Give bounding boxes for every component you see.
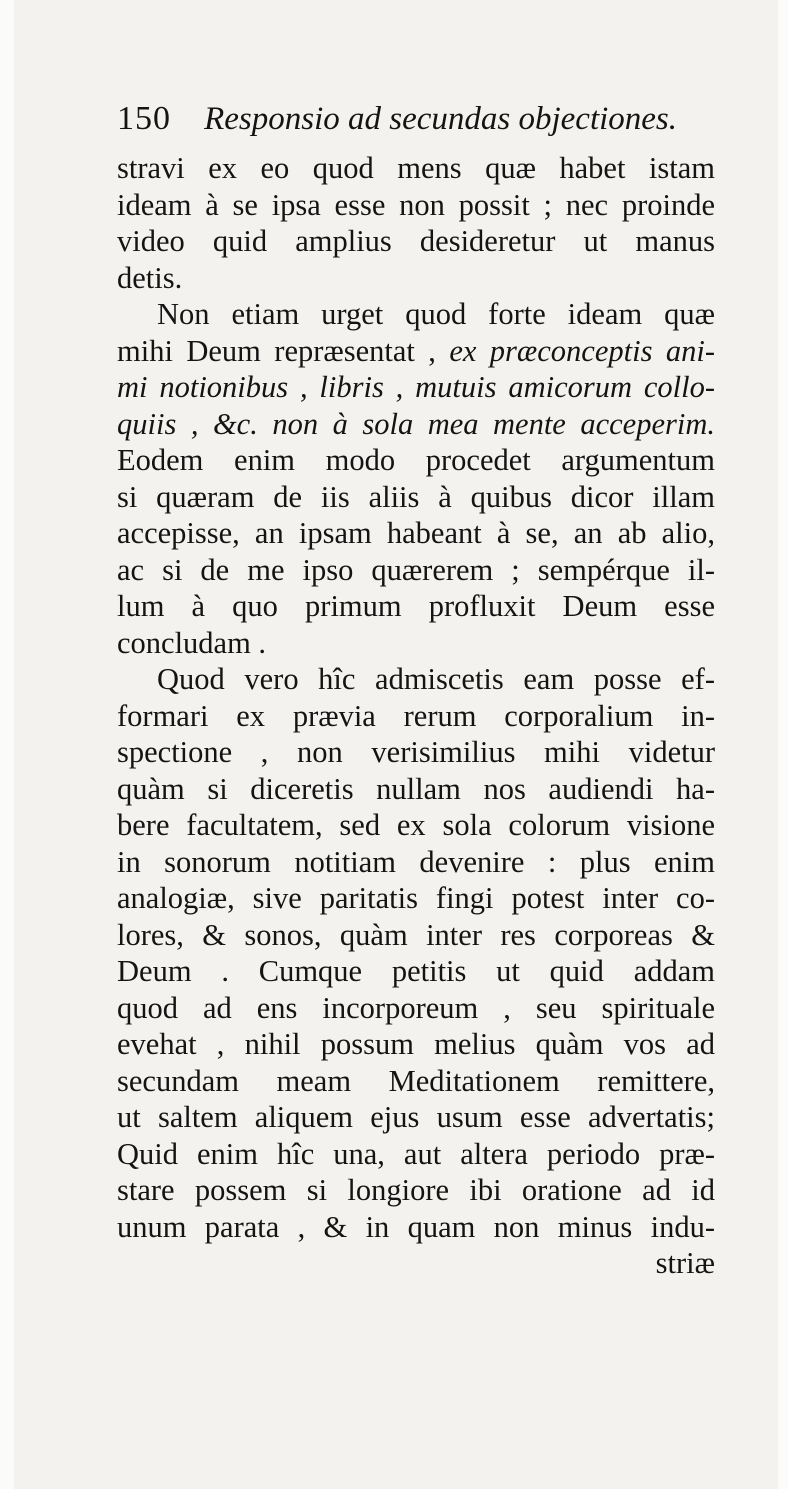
line-text: Deum . Cumque petitis ut quid addam	[117, 954, 715, 988]
text-line	[117, 625, 715, 662]
text-line	[117, 1026, 715, 1063]
text-line	[117, 661, 715, 698]
text-line	[117, 150, 715, 187]
text-line	[117, 1172, 715, 1209]
line-text: quod ad ens incorporeum , seu spirituale	[117, 990, 715, 1025]
text-line	[117, 296, 715, 333]
text-line	[117, 990, 715, 1027]
page-header	[117, 100, 717, 144]
text-line	[117, 515, 715, 552]
text-line	[117, 734, 715, 771]
line-text: ac si de me ipso quærerem ; sempérque il-	[117, 552, 715, 587]
running-head: Responsio ad secundas objectiones.	[204, 101, 678, 137]
line-text: evehat , nihil possum melius quàm vos ad	[117, 1027, 715, 1061]
line-text: spectione , non verisimilius mihi videtur	[117, 735, 715, 769]
text-line	[117, 223, 715, 260]
text-line	[117, 917, 715, 954]
line-text: analogiæ, sive paritatis fingi potest inter co-	[117, 881, 715, 915]
line-text: striæ	[655, 1246, 715, 1280]
line-text: stravi ex eo quod mens quæ habet istam	[117, 151, 715, 185]
text-line	[117, 880, 715, 917]
line-text: concludam .	[117, 625, 267, 660]
body-text	[117, 150, 715, 1282]
line-text: bere facultatem, sed ex sola colorum visione	[117, 808, 715, 842]
line-text: stare possem si longiore ibi oratione ad id	[117, 1173, 715, 1207]
line-text: accepisse, an ipsam habeant à se, an ab alio,	[117, 516, 715, 550]
line-text: Quid enim hîc una, aut altera periodo præ-	[117, 1136, 715, 1171]
line-text: mihi Deum repræsentat ,	[117, 333, 436, 368]
line-italic-text: mi notionibus , libris , mutuis amicorum collo-	[117, 370, 715, 404]
text-line	[117, 187, 715, 224]
text-line	[117, 552, 715, 589]
text-line	[117, 442, 715, 479]
line-text: unum parata , & in quam non minus indu-	[117, 1209, 715, 1244]
text-line	[117, 479, 715, 516]
text-line	[117, 953, 715, 990]
text-line	[117, 807, 715, 844]
text-line	[117, 844, 715, 881]
text-line	[117, 1136, 715, 1173]
line-text: lum à quo primum profluxit Deum esse	[117, 589, 715, 623]
line-text: Eodem enim modo procedet argumentum	[117, 443, 715, 477]
line-text: formari ex prævia rerum corporalium in-	[117, 698, 715, 733]
text-line	[117, 1099, 715, 1136]
text-line	[117, 406, 715, 443]
text-line	[117, 1245, 715, 1282]
text-line	[117, 1063, 715, 1100]
line-text: video quid amplius desideretur ut manus	[117, 224, 715, 258]
line-text: si quæram de iis aliis à quibus dicor illam	[117, 479, 715, 514]
line-text: ideam à se ipsa esse non possit ; nec proinde	[117, 187, 715, 222]
text-line	[117, 260, 715, 297]
line-text: ut saltem aliquem ejus usum esse advertatis;	[117, 1100, 715, 1134]
text-line	[117, 1209, 715, 1246]
page-right-margin	[778, 0, 788, 1489]
page-left-margin	[0, 0, 14, 1489]
text-line	[117, 333, 715, 370]
line-italic-text: quiis , &c. non à sola mea mente acceperim.	[117, 406, 715, 441]
line-text: secundam meam Meditationem remittere,	[117, 1063, 715, 1098]
line-text: detis.	[117, 260, 183, 295]
text-line	[117, 588, 715, 625]
line-text: Non etiam urget quod forte ideam quæ	[157, 297, 715, 331]
text-line	[117, 698, 715, 735]
line-text: quàm si diceretis nullam nos audiendi ha-	[117, 771, 715, 806]
text-line	[117, 771, 715, 808]
line-text: in sonorum notitiam devenire : plus enim	[117, 844, 715, 879]
line-text: lores, & sonos, quàm inter res corporeas &	[117, 917, 715, 952]
line-text: Quod vero hîc admiscetis eam posse ef-	[157, 662, 715, 696]
page-number: 150	[117, 100, 171, 137]
text-line	[117, 369, 715, 406]
line-italic-text: ex præconceptis ani-	[435, 333, 715, 368]
